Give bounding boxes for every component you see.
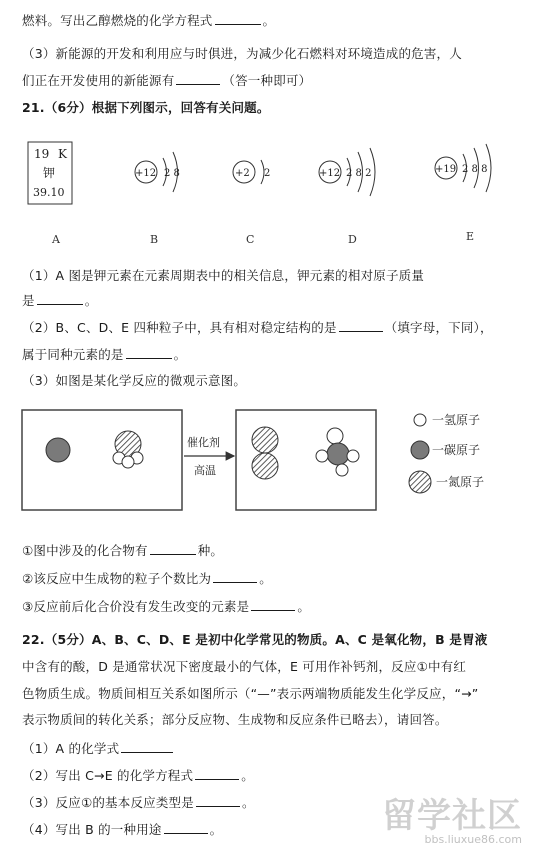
question-22-line4: 表示物质间的转化关系；部分反应物、生成物和反应条件已略去），请回答。 bbox=[22, 712, 448, 727]
q22-part4: （4）写出 B 的一种用途 。 bbox=[22, 822, 223, 837]
watermark-logo-text: 留学社区 bbox=[382, 796, 522, 836]
atom-e bbox=[435, 144, 491, 243]
atomic-number: 19 bbox=[34, 147, 50, 161]
question-22-line3: 色物质生成。物质间相互关系如图所示（“—”表示两端物质能发生化学反应，“→” bbox=[22, 686, 479, 701]
atom-b bbox=[135, 152, 180, 246]
legend bbox=[409, 413, 484, 493]
answer-blank bbox=[215, 12, 261, 25]
answer-blank bbox=[176, 72, 220, 85]
periodic-table-cell-a bbox=[28, 142, 72, 204]
svg-text:2 8: 2 8 bbox=[164, 168, 180, 179]
condition-label: 高温 bbox=[194, 464, 216, 477]
svg-text:B: B bbox=[150, 233, 159, 246]
legend-carbon: 一碳原子 bbox=[432, 443, 481, 457]
q22-part2: （2）写出 C→E 的化学方程式 。 bbox=[22, 768, 254, 783]
q21-part1-line2: 是 。 bbox=[22, 293, 98, 308]
atom-d bbox=[319, 148, 375, 246]
element-symbol: K bbox=[58, 147, 67, 161]
answer-blank bbox=[121, 740, 173, 753]
atomic-mass: 39.10 bbox=[33, 186, 65, 199]
svg-text:+12: +12 bbox=[319, 168, 341, 179]
svg-text:+19: +19 bbox=[435, 164, 457, 175]
reactants-box bbox=[22, 410, 182, 510]
svg-text:2 8 2: 2 8 2 bbox=[346, 168, 372, 179]
q22-part1: （1）A 的化学式 bbox=[22, 740, 175, 757]
svg-text:2: 2 bbox=[264, 168, 271, 179]
catalyst-label: 催化剂 bbox=[187, 436, 220, 449]
q21-sub1: ①图中涉及的化合物有 种。 bbox=[22, 543, 224, 558]
q21-part1-line1: （1）A 图是钾元素在元素周期表中的相关信息，钾元素的相对原子质量 bbox=[22, 268, 425, 283]
svg-text:D: D bbox=[348, 233, 357, 246]
carbon-atom bbox=[46, 438, 70, 462]
nitrogen-molecule bbox=[252, 427, 278, 479]
watermark-url: bbs.liuxue86.com bbox=[424, 833, 522, 846]
question-22-line1: 22.（5分）A、B、C、D、E 是初中化学常见的物质。A、C 是氧化物，B 是胃液 bbox=[22, 632, 488, 647]
text-line-3: 们正在开发使用的新能源有 （答一种即可） bbox=[22, 73, 312, 88]
legend-hydrogen: 一氢原子 bbox=[432, 413, 481, 427]
text-line-1: 燃料。写出乙醇燃烧的化学方程式 。 bbox=[22, 13, 276, 28]
answer-blank bbox=[213, 570, 257, 583]
answer-blank bbox=[126, 346, 172, 359]
answer-blank bbox=[196, 794, 240, 807]
question-22-line2: 中含有的酸，D 是通常状况下密度最小的气体，E 可用作补钙剂，反应①中有红 bbox=[22, 659, 467, 674]
answer-blank bbox=[37, 292, 83, 305]
watermark bbox=[382, 798, 522, 846]
label-a: A bbox=[52, 233, 60, 246]
atom-c bbox=[233, 160, 270, 246]
hcn-molecule bbox=[316, 428, 359, 476]
svg-text:+12: +12 bbox=[135, 168, 157, 179]
q21-part2-line2: 属于同种元素的是 。 bbox=[22, 347, 187, 362]
svg-text:C: C bbox=[246, 233, 255, 246]
svg-text:2 8 8: 2 8 8 bbox=[462, 164, 488, 175]
q21-sub2: ②该反应中生成物的粒子个数比为 。 bbox=[22, 571, 272, 586]
answer-blank bbox=[339, 319, 383, 332]
text-line-2: （3）新能源的开发和利用应与时俱进，为减少化石燃料对环境造成的危害，人 bbox=[22, 46, 462, 61]
reaction-diagram bbox=[0, 398, 548, 516]
methane-molecule bbox=[113, 431, 143, 468]
q21-part2-line1: （2）B、C、D、E 四种粒子中，具有相对稳定结构的是 （填字母，下同）， bbox=[22, 320, 493, 335]
svg-text:+2: +2 bbox=[235, 168, 250, 179]
answer-blank bbox=[150, 542, 196, 555]
answer-blank bbox=[251, 598, 295, 611]
svg-text:E: E bbox=[466, 230, 475, 243]
q21-part3: （3）如图是某化学反应的微观示意图。 bbox=[22, 373, 247, 388]
legend-nitrogen: 一氮原子 bbox=[436, 475, 485, 489]
q22-part3: （3）反应①的基本反应类型是 。 bbox=[22, 795, 255, 810]
q21-sub3: ③反应前后化合价没有发生改变的元素是 。 bbox=[22, 599, 311, 614]
atom-structure-diagram bbox=[0, 130, 548, 255]
question-21-heading: 21.（6分）根据下列图示，回答有关问题。 bbox=[22, 100, 270, 115]
answer-blank bbox=[164, 821, 208, 834]
element-name: 钾 bbox=[43, 166, 56, 180]
answer-blank bbox=[195, 767, 239, 780]
